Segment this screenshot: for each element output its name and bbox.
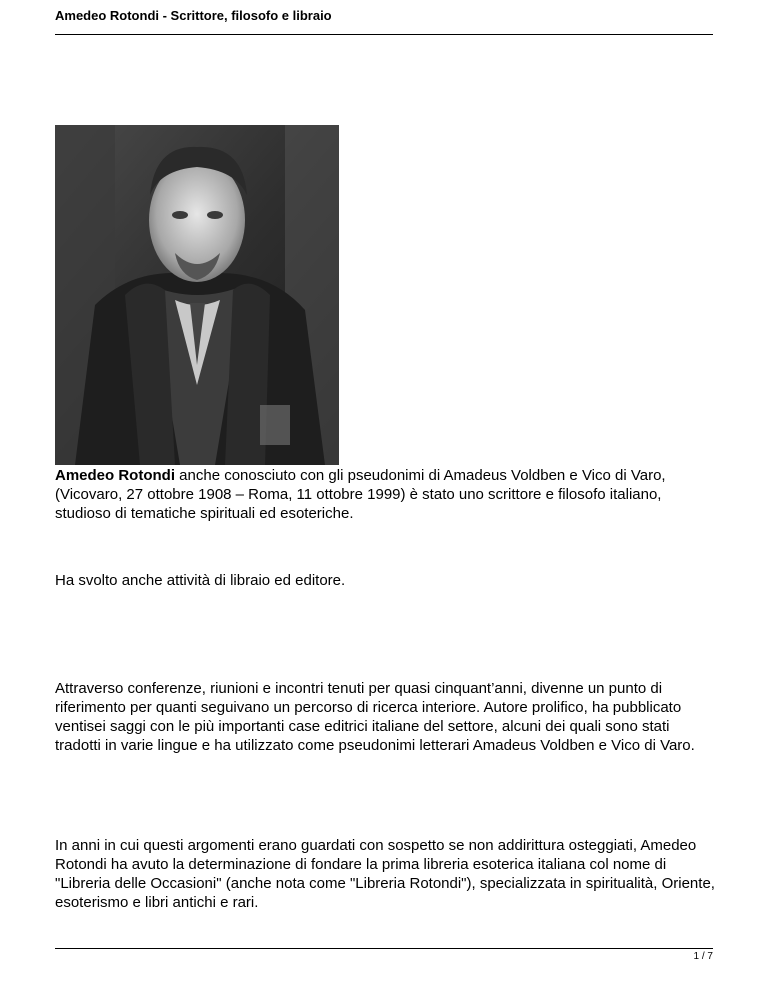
header-divider (55, 34, 713, 35)
intro-text: anche conosciuto con gli pseudonimi di Amadeus Voldben e Vico di Varo, (Vicovaro, 27 ottobre 1908 – Roma, 11 ottobre 1999) è stato uno scrittore e filosofo italiano, studioso di tematiche spirituali ed esoteriche. (55, 467, 666, 522)
portrait-photo-icon (55, 125, 339, 465)
subject-name: Amedeo Rotondi (55, 467, 175, 484)
page-number: 1 / 7 (693, 951, 713, 962)
page-header-title: Amedeo Rotondi - Scrittore, filosofo e libraio (55, 8, 332, 23)
paragraph-bookshop: In anni in cui questi argomenti erano guardati con sospetto se non addirittura osteggiati, Amedeo Rotondi ha avuto la determinazione di fondare la prima libreria esoterica italiana col nome di "Libreria delle Occasioni" (anche nota come "Libreria Rotondi"), specializzata in spiritualità, Oriente, esoterismo e libri antichi e rari. (55, 837, 715, 911)
footer-divider (55, 948, 713, 949)
intro-paragraph (55, 466, 717, 523)
portrait-photo (55, 125, 339, 465)
paragraph-activities: Ha svolto anche attività di libraio ed editore. (55, 572, 346, 589)
paragraph-career: Attraverso conferenze, riunioni e incontri tenuti per quasi cinquant’anni, divenne un punto di riferimento per quanti seguivano un percorso di ricerca interiore. Autore prolifico, ha pubblicato ventisei saggi con le più importanti case editrici italiane del settore, alcuni dei quali sono stati tradotti in varie lingue e ha utilizzato come pseudonimi letterari Amadeus Voldben e Vico di Varo. (55, 680, 695, 754)
